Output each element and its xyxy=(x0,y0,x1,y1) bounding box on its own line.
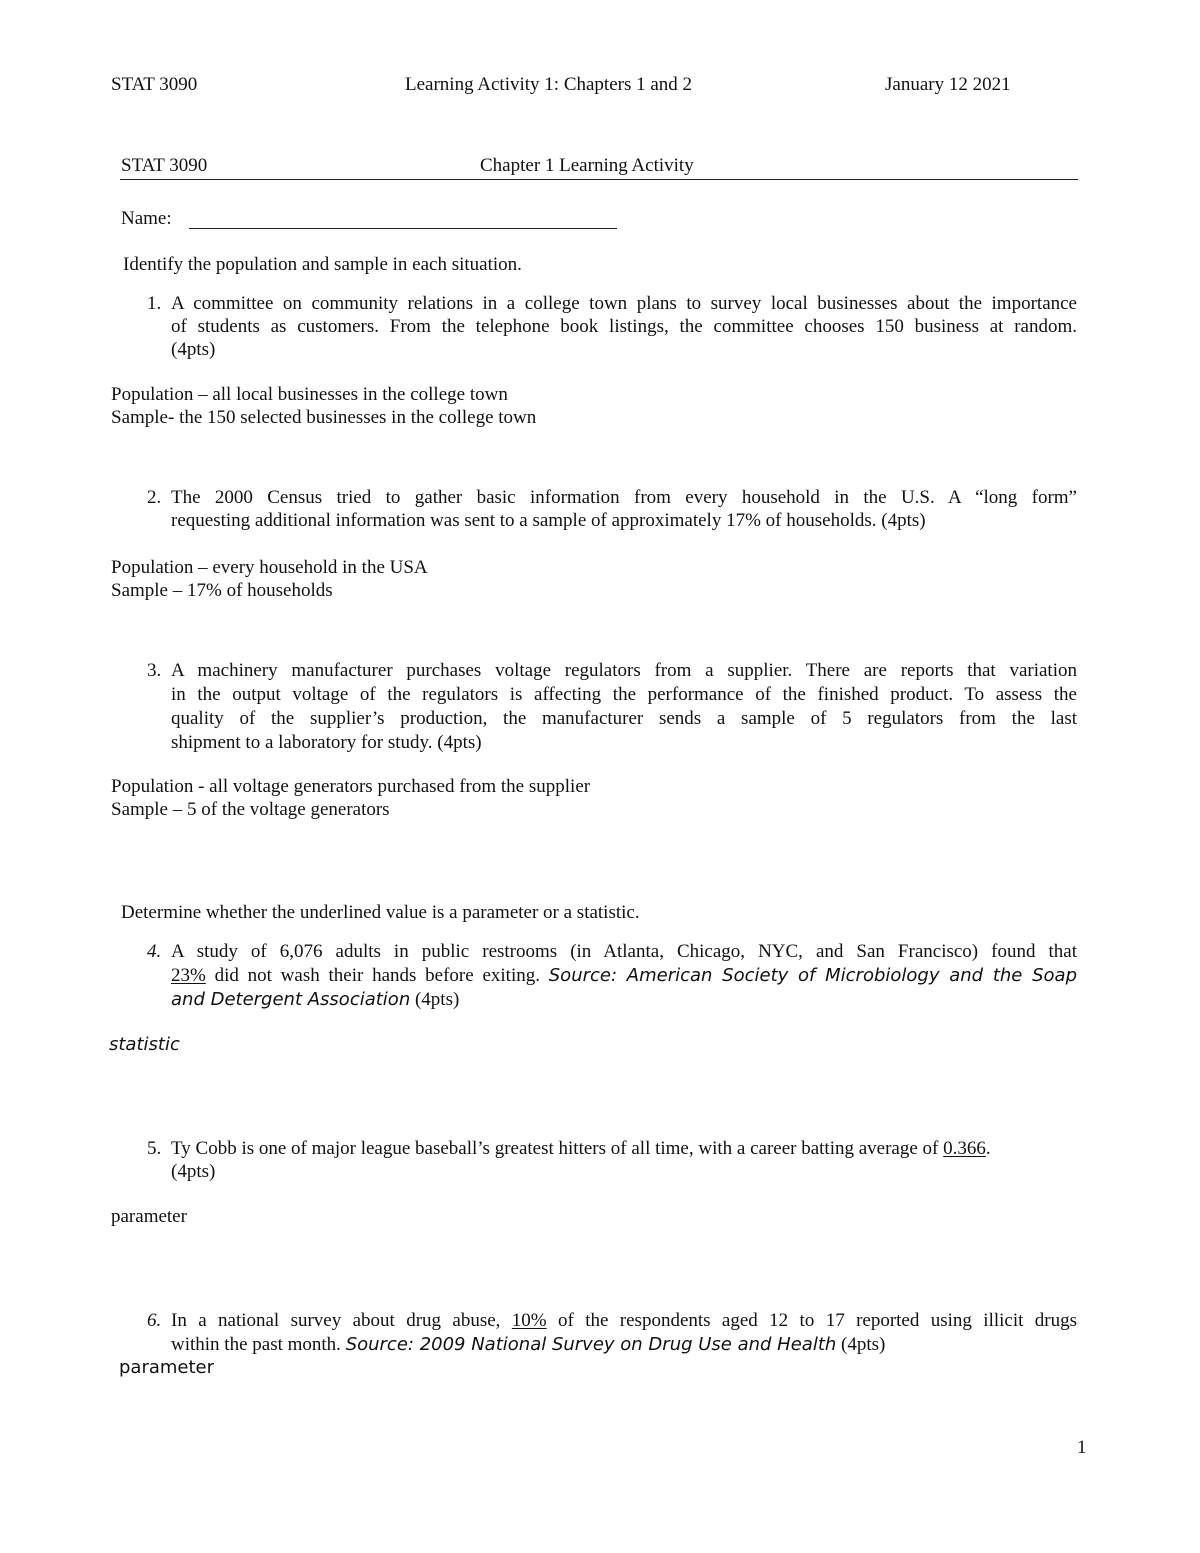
q5-line1-text: Ty Cobb is one of major league baseball’s greatest hitters of all time, with a career batting average of xyxy=(171,1138,944,1159)
section2-instruction: Determine whether the underlined value is a parameter or a statistic. xyxy=(121,902,640,923)
q4-source-b: and Detergent Association xyxy=(171,989,411,1010)
q1-number: 1. xyxy=(147,293,162,314)
q6-points: (4pts) xyxy=(836,1334,886,1355)
q3-line1: A machinery manufacturer purchases voltage regulators from a supplier. There are reports that variation xyxy=(171,660,1077,681)
q4-number: 4. xyxy=(147,941,162,962)
q5-line1-end: . xyxy=(985,1138,991,1159)
q6-source: Source: 2009 National Survey on Drug Use and Health xyxy=(345,1334,837,1355)
q2-answer-sample: Sample – 17% of households xyxy=(111,580,333,601)
name-field-line xyxy=(189,228,617,229)
q1-line2: of students as customers. From the telephone book listings, the committee chooses 150 business at random. xyxy=(171,316,1077,337)
q1-line1: A committee on community relations in a college town plans to survey local businesses about the importance xyxy=(171,293,1077,314)
q4-points: (4pts) xyxy=(410,989,460,1010)
header-course: STAT 3090 xyxy=(111,74,198,95)
q2-answer-population: Population – every household in the USA xyxy=(111,557,428,578)
q3-line4-text: shipment to a laboratory for study. xyxy=(171,732,433,753)
q2-line2 xyxy=(171,509,1077,532)
q2-line1: The 2000 Census tried to gather basic information from every household in the U.S. A “long form” xyxy=(171,487,1077,508)
q6-line1-text: In a national survey about drug abuse, xyxy=(171,1310,512,1331)
q5-text xyxy=(171,1137,1091,1183)
q6-line2-text: within the past month. xyxy=(171,1334,346,1355)
q3-answer-sample: Sample – 5 of the voltage generators xyxy=(111,799,390,820)
q6-text xyxy=(171,1309,1077,1357)
q5-answer: parameter xyxy=(111,1206,187,1227)
q3-text xyxy=(171,659,1077,755)
q5-number: 5. xyxy=(147,1138,162,1159)
q3-line3: quality of the supplier’s production, the manufacturer sends a sample of 5 regulators from the last xyxy=(171,708,1077,729)
q2-number: 2. xyxy=(147,487,162,508)
header-date: January 12 2021 xyxy=(885,74,1011,95)
section1-instruction: Identify the population and sample in each situation. xyxy=(123,254,522,275)
q1-answer-population: Population – all local businesses in the college town xyxy=(111,384,508,405)
q4-answer: statistic xyxy=(109,1034,180,1055)
q1-line3: (4pts) xyxy=(171,339,216,360)
q2-points: (4pts) xyxy=(876,510,926,531)
q5-underlined-value: 0.366 xyxy=(943,1138,986,1159)
q6-number: 6. xyxy=(147,1310,162,1331)
q6-answer: parameter xyxy=(119,1357,215,1378)
q6-underlined-value: 10% xyxy=(511,1310,547,1331)
q4-line1: A study of 6,076 adults in public restrooms (in Atlanta, Chicago, NYC, and San Francisco) found that xyxy=(171,941,1077,962)
q4-line2 xyxy=(171,964,1077,988)
q3-points: (4pts) xyxy=(432,732,482,753)
subheader-rule xyxy=(120,179,1078,180)
q4-underlined-value: 23% xyxy=(171,965,206,986)
q3-line2: in the output voltage of the regulators is affecting the performance of the finished product. To assess the xyxy=(171,684,1077,705)
q5-line1 xyxy=(171,1137,1091,1160)
q4-source-a: Source: American Society of Microbiology and the Soap xyxy=(548,965,1077,986)
q4-line3 xyxy=(171,988,1077,1012)
q5-line2: (4pts) xyxy=(171,1161,216,1182)
q2-line2-text: requesting additional information was sent to a sample of approximately 17% of households. xyxy=(171,510,877,531)
subheader-course: STAT 3090 xyxy=(121,155,208,176)
q4-text xyxy=(171,940,1077,1012)
q6-line2 xyxy=(171,1333,1077,1357)
q3-line4 xyxy=(171,731,1077,755)
name-label: Name: xyxy=(121,208,172,229)
page-number: 1 xyxy=(1077,1437,1087,1458)
q1-answer-sample: Sample- the 150 selected businesses in the college town xyxy=(111,407,537,428)
q3-answer-population: Population - all voltage generators purchased from the supplier xyxy=(111,776,591,797)
q4-line2-text: did not wash their hands before exiting. xyxy=(205,965,549,986)
q1-text xyxy=(171,292,1077,361)
q6-line1-end: of the respondents aged 12 to 17 reported using illicit drugs xyxy=(546,1310,1077,1331)
q3-number: 3. xyxy=(147,660,162,681)
q6-line1 xyxy=(171,1309,1077,1333)
header-title: Learning Activity 1: Chapters 1 and 2 xyxy=(405,74,693,95)
subheader-title: Chapter 1 Learning Activity xyxy=(480,155,694,176)
q2-text xyxy=(171,486,1077,532)
